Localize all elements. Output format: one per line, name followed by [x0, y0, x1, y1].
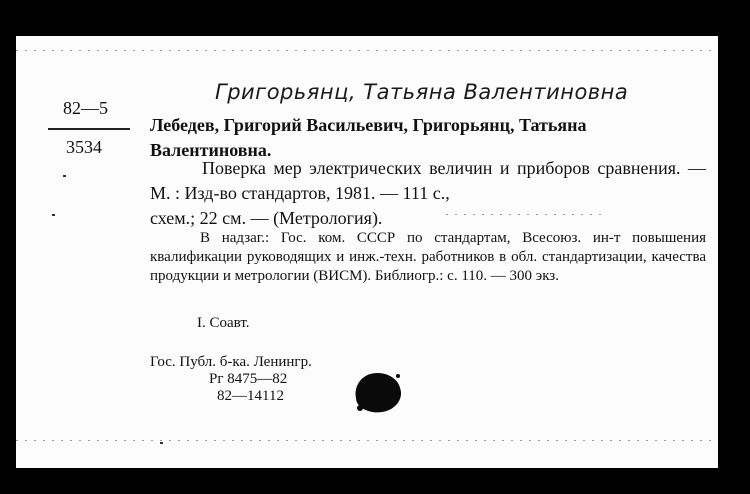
scan-speck [52, 214, 55, 216]
scan-artifact-line [16, 50, 718, 51]
library-code-1: Рг 8475—82 [209, 371, 288, 387]
handwritten-note: Григорьянц, Татьяна Валентиновна [215, 80, 629, 104]
scan-speck [160, 442, 163, 444]
scan-speck [63, 175, 66, 177]
library-code-2: 82—14112 [217, 388, 284, 404]
library-name: Гос. Публ. б-ка. Ленингр. [150, 354, 312, 370]
title-text-continuation: схем.; 22 см. — (Метрология). [150, 208, 383, 228]
note-text: В надзаг.: Гос. ком. СССР по стандартам, Всесоюз. ин-т повышения квалификации руководящих и инж.-техн. работников в обл. стандартизации, качества продукции и метрологии (ВИСМ). Библиогр.: с. 110. — 300 экз. [150, 230, 706, 284]
author-heading: Лебедев, Григорий Васильевич, Григорьянц, Татьяна Валентиновна. [150, 115, 587, 160]
call-number-bottom: 3534 [66, 137, 102, 157]
scan-artifact-line [16, 440, 718, 441]
library-info [150, 354, 312, 405]
ink-blot [350, 368, 406, 416]
coauthor-entry: I. Соавт. [197, 315, 250, 331]
title-statement [150, 156, 706, 231]
call-number-top: 82—5 [63, 98, 108, 118]
title-text: Поверка мер электрических величин и приборов сравнения. — М. : Изд-во стандартов, 1981. — 111 с., [150, 158, 706, 203]
bibliographic-note [150, 229, 706, 286]
call-number-rule [48, 128, 130, 130]
